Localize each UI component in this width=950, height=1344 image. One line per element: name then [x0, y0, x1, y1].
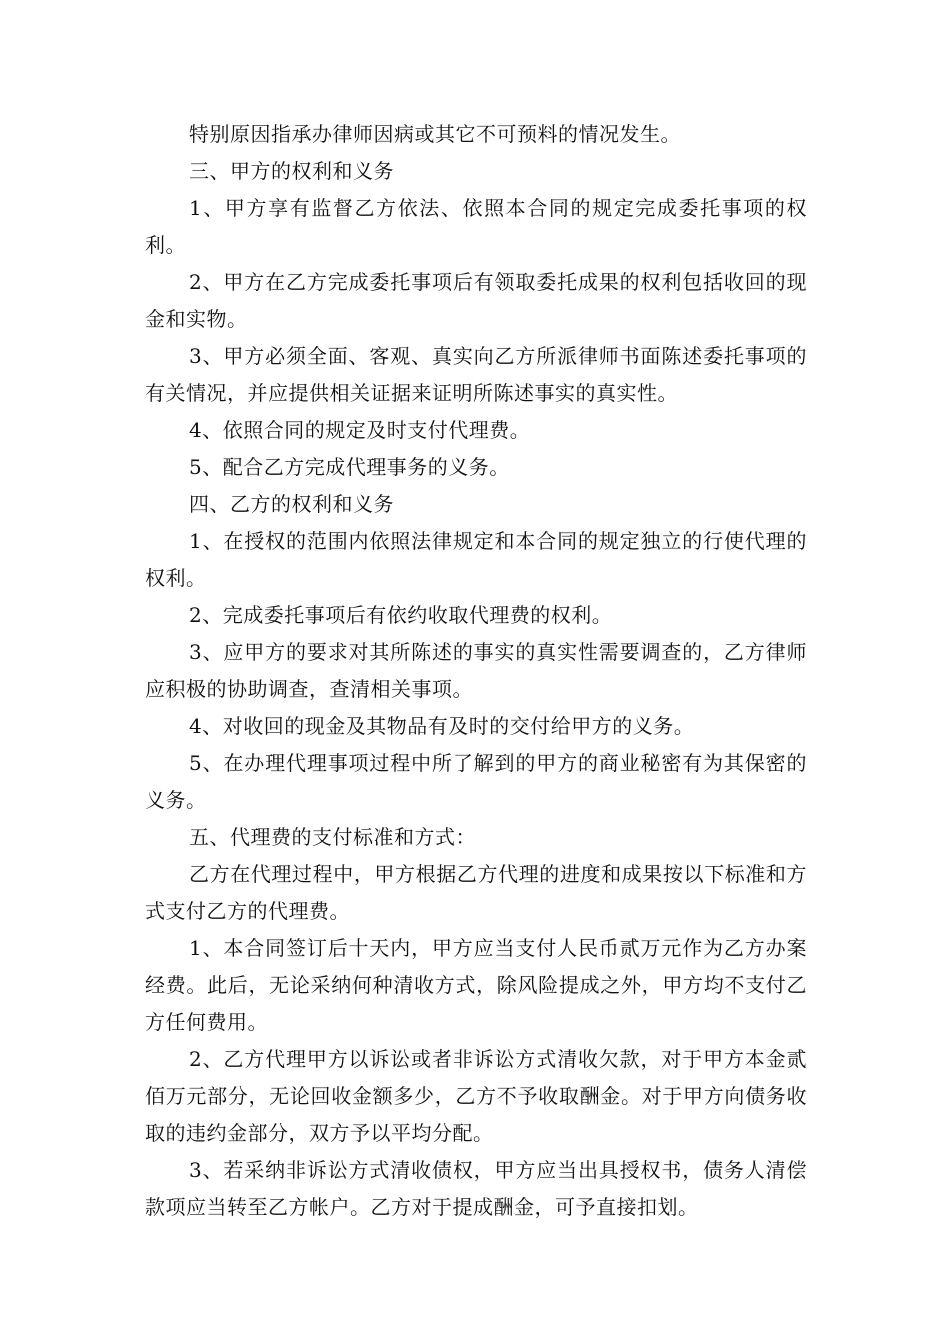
clause-a-5: 5、配合乙方完成代理事务的义务。: [189, 455, 510, 479]
fee-clause-1: 1、本合同签订后十天内，甲方应当支付人民币贰万元作为乙方办案经费。此后，无论采纳何种清收方式，除风险提成之外，甲方均不支付乙方任何费用。: [145, 936, 807, 1034]
fee-clause-2: 2、乙方代理甲方以诉讼或者非诉讼方式清收欠款，对于甲方本金贰佰万元部分，无论回收金额多少，乙方不予收取酬金。对于甲方向债务收取的违约金部分，双方予以平均分配。: [145, 1047, 807, 1145]
clause-b-2: 2、完成委托事项后有依约收取代理费的权利。: [189, 603, 613, 627]
clause-a-1: 1、甲方享有监督乙方依法、依照本合同的规定完成委托事项的权利。: [145, 196, 807, 257]
section-heading-fee-standard: 五、代理费的支付标准和方式：: [189, 825, 476, 849]
fee-intro: 乙方在代理过程中，甲方根据乙方代理的进度和成果按以下标准和方式支付乙方的代理费。: [145, 862, 807, 923]
section-heading-party-a-rights: 三、甲方的权利和义务: [189, 159, 394, 183]
clause-a-2: 2、甲方在乙方完成委托事项后有领取委托成果的权利包括收回的现金和实物。: [145, 270, 807, 331]
clause-b-5: 5、在办理代理事项过程中所了解到的甲方的商业秘密有为其保密的义务。: [145, 751, 807, 812]
clause-b-3: 3、应甲方的要求对其所陈述的事实的真实性需要调查的，乙方律师应积极的协助调查，查清相关事项。: [145, 640, 807, 701]
fee-clause-3: 3、若采纳非诉讼方式清收债权，甲方应当出具授权书，债务人清偿款项应当转至乙方帐户。乙方对于提成酬金，可予直接扣划。: [145, 1158, 807, 1219]
paragraph-special-reason: 特别原因指承办律师因病或其它不可预料的情况发生。: [189, 122, 681, 146]
clause-a-4: 4、依照合同的规定及时支付代理费。: [189, 418, 531, 442]
section-heading-party-b-rights: 四、乙方的权利和义务: [189, 492, 394, 516]
document-body: [145, 116, 807, 1226]
clause-b-1: 1、在授权的范围内依照法律规定和本合同的规定独立的行使代理的权利。: [145, 529, 807, 590]
clause-a-3: 3、甲方必须全面、客观、真实向乙方所派律师书面陈述委托事项的有关情况，并应提供相关证据来证明所陈述事实的真实性。: [145, 344, 807, 405]
clause-b-4: 4、对收回的现金及其物品有及时的交付给甲方的义务。: [189, 714, 695, 738]
